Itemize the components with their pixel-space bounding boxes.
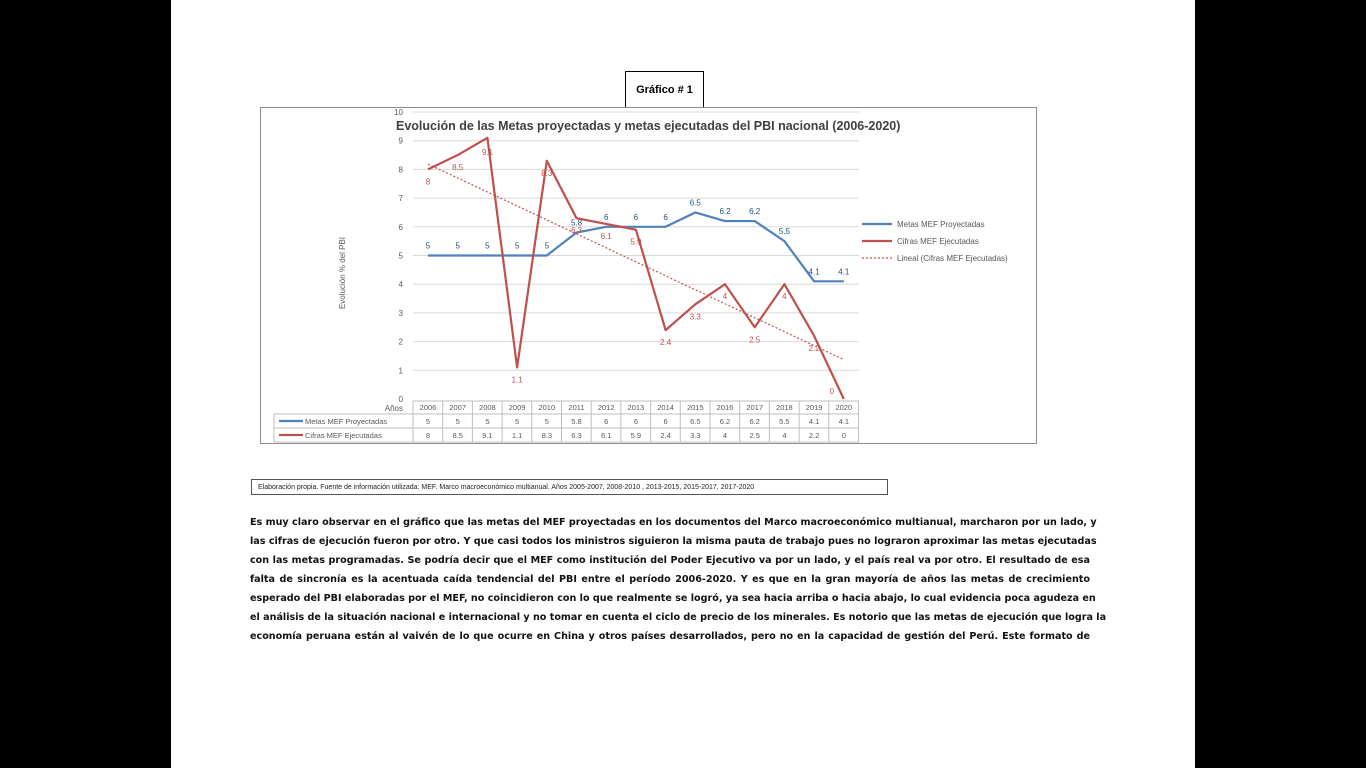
- table-cell: 4.1: [838, 417, 850, 426]
- body-paragraph: [250, 513, 1107, 646]
- legend-label: Metas MEF Proyectadas: [897, 220, 985, 229]
- y-tick-label: 5: [398, 251, 403, 261]
- series-line-proyectadas: [425, 212, 844, 281]
- table-cell: 6.5: [690, 417, 701, 426]
- table-cell: 6: [604, 417, 609, 426]
- series-line-ejecutadas: [425, 138, 844, 399]
- y-tick-label: 1: [398, 366, 403, 376]
- table-cell: 2.4: [660, 431, 671, 440]
- data-label: 6: [603, 212, 609, 222]
- data-label: 4.1: [838, 267, 850, 277]
- data-label: 5: [455, 241, 460, 251]
- x-tick-label: 2007: [449, 403, 467, 412]
- table-cell: 5: [455, 417, 460, 426]
- data-label: 8: [425, 177, 431, 187]
- data-label: 6.5: [689, 198, 701, 208]
- table-cell: 6: [663, 417, 668, 426]
- x-tick-label: 2009: [508, 403, 526, 412]
- body-line: el análisis de la situación nacional e internacional y no tomar en cuenta el ciclo de precio de los minerales. Es notorio que las metas de ejecución que logra la: [250, 612, 1107, 623]
- y-tick-label: 0: [398, 395, 403, 404]
- data-label: 4: [782, 292, 787, 302]
- table-row-label: Metas MEF Proyectadas: [305, 417, 388, 426]
- table-cell: 4: [782, 431, 787, 440]
- x-tick-label: 2013: [627, 403, 645, 412]
- table-cell: 5: [544, 417, 549, 426]
- body-line: esperado del PBI elaboradas por el MEF, no coincidieron con lo que realmente se logró, ya sea hacia arriba o hacia abajo, lo cual evidencia poca agudeza en: [250, 593, 1096, 604]
- x-tick-label: 2008: [479, 403, 496, 412]
- table-cell: 5.8: [571, 417, 582, 426]
- data-label: 5: [425, 241, 431, 251]
- x-tick-label: 2019: [805, 403, 823, 412]
- body-line: con las metas programadas. Se podría decir que el MEF como institución del Poder Ejecutivo va por un lado, y el país real va por otro. El resultado de esa: [250, 555, 1090, 566]
- table-cell: 2.2: [808, 431, 820, 440]
- table-cell: 4.1: [808, 417, 820, 426]
- data-label: 5: [544, 241, 550, 251]
- table-cell: 9.1: [482, 431, 493, 440]
- data-label: 5: [485, 241, 490, 251]
- data-label: 5.5: [778, 227, 790, 237]
- table-cell: 8: [425, 431, 431, 440]
- data-label: 1.1: [511, 375, 523, 385]
- data-label: 0: [829, 387, 835, 396]
- chart-frame: [260, 107, 1037, 444]
- data-label: 8.5: [452, 163, 464, 173]
- body-line: las cifras de ejecución fueron por otro. Y que casi todos los ministros siguieron la misma pauta de trabajo pues no lograron aproximar las metas ejecutadas: [250, 536, 1097, 547]
- data-label: 5.9: [630, 237, 642, 247]
- y-tick-label: 7: [398, 194, 403, 204]
- data-label: 6: [663, 212, 668, 222]
- table-cell: 6.2: [749, 417, 760, 426]
- table-cell: 3.3: [690, 431, 701, 440]
- source-note: Elaboración propia. Fuente de información utilizada: MEF. Marco macroeconómico multianual. Años 2005-2007, 2008-2010 , 2013-2015, 2015-2017, 2017-2020: [251, 479, 888, 495]
- data-label: 9.1: [481, 147, 493, 157]
- x-tick-label: 2017: [746, 403, 764, 412]
- x-tick-label: 2018: [776, 403, 793, 412]
- y-tick-label: 3: [398, 308, 403, 318]
- body-line: Es muy claro observar en el gráfico que las metas del MEF proyectadas en los documentos del Marco macroeconómico multianual, marcharon por un lado, y: [250, 517, 1097, 528]
- data-label: 2.5: [749, 335, 761, 345]
- x-tick-label: 2012: [597, 403, 615, 412]
- table-cell: 5: [515, 417, 520, 426]
- legend-label: Lineal (Cifras MEF Ejecutadas): [897, 254, 1008, 263]
- data-label: 8.3: [541, 168, 553, 178]
- table-cell: 5.5: [779, 417, 790, 426]
- table-cell: 5: [485, 417, 490, 426]
- legend-label: Cifras MEF Ejecutadas: [897, 237, 979, 246]
- body-line: falta de sincronía es la acentuada caída tendencial del PBI entre el período 2006-2020. Y es que en la gran mayoría de años las metas de crecimiento: [250, 574, 1090, 585]
- table-cell: 6.2: [719, 417, 731, 426]
- y-tick-label: 8: [398, 165, 403, 175]
- table-cell: 0: [841, 431, 846, 440]
- y-axis-label: Evolución % del PBI: [338, 236, 347, 310]
- table-cell: 4: [722, 431, 728, 440]
- table-cell: 8.3: [541, 431, 553, 440]
- x-tick-label: 2014: [657, 403, 674, 412]
- data-label: 6.2: [749, 207, 761, 217]
- chart-title: Evolución de las Metas proyectadas y metas ejecutadas del PBI nacional (2006-2020): [396, 119, 901, 133]
- table-cell: 6.3: [571, 431, 582, 440]
- x-tick-label: 2010: [538, 403, 556, 412]
- x-tick-label: 2016: [716, 403, 734, 412]
- data-label: 6.3: [570, 226, 583, 236]
- y-tick-label: 6: [398, 222, 403, 232]
- data-label: 2.4: [660, 338, 672, 348]
- body-line: economía peruana están al vaivén de lo que ocurre en China y otros países desarrollados, pero no en la capacidad de gestión del Perú. Este formato de: [250, 631, 1090, 642]
- data-label: 6: [633, 212, 639, 222]
- data-label: 3.3: [689, 312, 701, 322]
- table-cell: 6: [633, 417, 638, 426]
- x-tick-label: 2020: [835, 403, 853, 412]
- y-tick-label: 2: [398, 337, 403, 347]
- table-cell: 8.5: [452, 431, 463, 440]
- y-tick-label: 4: [398, 280, 403, 290]
- trendline: [425, 164, 844, 360]
- x-tick-label: 2015: [686, 403, 704, 412]
- table-cell: 1.1: [511, 431, 523, 440]
- y-tick-label: 10: [394, 108, 403, 117]
- data-label: 2.2: [808, 343, 820, 353]
- table-cell: 5: [425, 417, 431, 426]
- line-chart: [261, 108, 1036, 443]
- table-cell: 2.5: [749, 431, 760, 440]
- x-tick-label: 2006: [419, 403, 437, 412]
- data-label: 4: [722, 292, 728, 302]
- x-axis-label: Años: [384, 404, 403, 413]
- y-tick-label: 9: [398, 136, 403, 146]
- figure-label: Gráfico # 1: [625, 71, 704, 108]
- table-row-label: Cifras MEF Ejecutadas: [305, 431, 382, 440]
- data-label: 6.2: [719, 207, 731, 217]
- data-label: 6.1: [600, 231, 612, 241]
- data-label: 4.1: [808, 267, 820, 277]
- x-tick-label: 2011: [568, 403, 585, 412]
- data-label: 5: [514, 241, 520, 251]
- table-cell: 6.1: [600, 431, 612, 440]
- table-cell: 5.9: [630, 431, 642, 440]
- data-label: 5.8: [570, 218, 583, 228]
